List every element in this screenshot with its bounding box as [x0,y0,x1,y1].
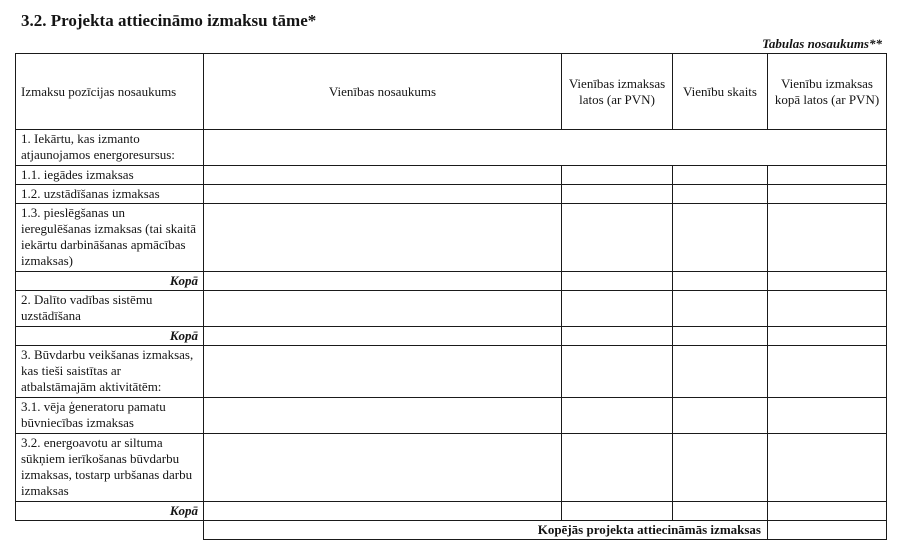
subtotal-label: Kopā [16,327,204,346]
unit-count-cell[interactable] [673,398,768,434]
col-header-total-cost: Vienību izmaksas kopā latos (ar PVN) [768,54,887,130]
subtotal-label: Kopā [16,272,204,291]
table-row [16,166,887,185]
unit-count-cell[interactable] [673,166,768,185]
table-row [16,130,887,166]
unit-name-cell[interactable] [204,272,562,291]
unit-count-cell[interactable] [673,185,768,204]
unit-cost-cell[interactable] [562,204,673,272]
section-title: 3.2. Projekta attiecināmo izmaksu tāme* [21,11,317,30]
unit-cost-cell[interactable] [562,166,673,185]
unit-cost-cell[interactable] [562,327,673,346]
unit-count-cell[interactable] [673,291,768,327]
unit-count-cell[interactable] [673,502,768,521]
row-label: 3. Būvdarbu veikšanas izmaksas, kas tieši saistītas ar atbalstāmajām aktivitātēm: [16,346,204,398]
subtotal-label: Kopā [16,502,204,521]
unit-name-cell[interactable] [204,327,562,346]
col-header-unit-name: Vienības nosaukums [204,54,562,130]
table-caption: Tabulas nosaukums** [762,36,882,51]
row-label: 1. Iekārtu, kas izmanto atjaunojamos energoresursus: [16,130,204,166]
row-label: 1.1. iegādes izmaksas [16,166,204,185]
group-spacer-cell [204,130,887,166]
unit-count-cell[interactable] [673,346,768,398]
unit-count-cell[interactable] [673,272,768,291]
unit-name-cell[interactable] [204,185,562,204]
unit-name-cell[interactable] [204,346,562,398]
unit-cost-cell[interactable] [562,434,673,502]
total-cost-cell[interactable] [768,291,887,327]
row-label: 2. Dalīto vadības sistēmu uzstādīšana [16,291,204,327]
unit-name-cell[interactable] [204,434,562,502]
unit-count-cell[interactable] [673,434,768,502]
grand-total-label: Kopējās projekta attiecināmās izmaksas [204,521,768,540]
unit-name-cell[interactable] [204,291,562,327]
unit-cost-cell[interactable] [562,272,673,291]
table-row [16,434,887,502]
cost-estimate-table [15,53,887,540]
unit-count-cell[interactable] [673,327,768,346]
grand-total-spacer [16,521,204,540]
unit-cost-cell[interactable] [562,291,673,327]
unit-name-cell[interactable] [204,502,562,521]
total-cost-cell[interactable] [768,185,887,204]
unit-cost-cell[interactable] [562,185,673,204]
subtotal-row [16,327,887,346]
total-cost-cell[interactable] [768,434,887,502]
unit-count-cell[interactable] [673,204,768,272]
table-row [16,291,887,327]
subtotal-row [16,272,887,291]
total-cost-cell[interactable] [768,327,887,346]
row-label: 3.1. vēja ģeneratoru pamatu būvniecības izmaksas [16,398,204,434]
unit-name-cell[interactable] [204,166,562,185]
total-cost-cell[interactable] [768,272,887,291]
unit-name-cell[interactable] [204,204,562,272]
grand-total-cell[interactable] [768,521,887,540]
row-label: 1.3. pieslēgšanas un ieregulēšanas izmaksas (tai skaitā iekārtu darbināšanas apmācības izmaksas) [16,204,204,272]
col-header-unit-count: Vienību skaits [673,54,768,130]
col-header-position-name: Izmaksu pozīcijas nosaukums [16,54,204,130]
row-label: 1.2. uzstādīšanas izmaksas [16,185,204,204]
unit-cost-cell[interactable] [562,346,673,398]
total-cost-cell[interactable] [768,204,887,272]
unit-cost-cell[interactable] [562,398,673,434]
subtotal-row [16,502,887,521]
unit-name-cell[interactable] [204,398,562,434]
unit-cost-cell[interactable] [562,502,673,521]
total-cost-cell[interactable] [768,346,887,398]
col-header-unit-cost: Vienības izmaksas latos (ar PVN) [562,54,673,130]
table-row [16,398,887,434]
total-cost-cell[interactable] [768,398,887,434]
row-label: 3.2. energoavotu ar siltuma sūkņiem ierīkošanas būvdarbu izmaksas, tostarp urbšanas darbu izmaksas [16,434,204,502]
table-row [16,204,887,272]
grand-total-row [16,521,887,540]
header-row [16,54,887,130]
total-cost-cell[interactable] [768,502,887,521]
table-row [16,346,887,398]
table-row [16,185,887,204]
total-cost-cell[interactable] [768,166,887,185]
